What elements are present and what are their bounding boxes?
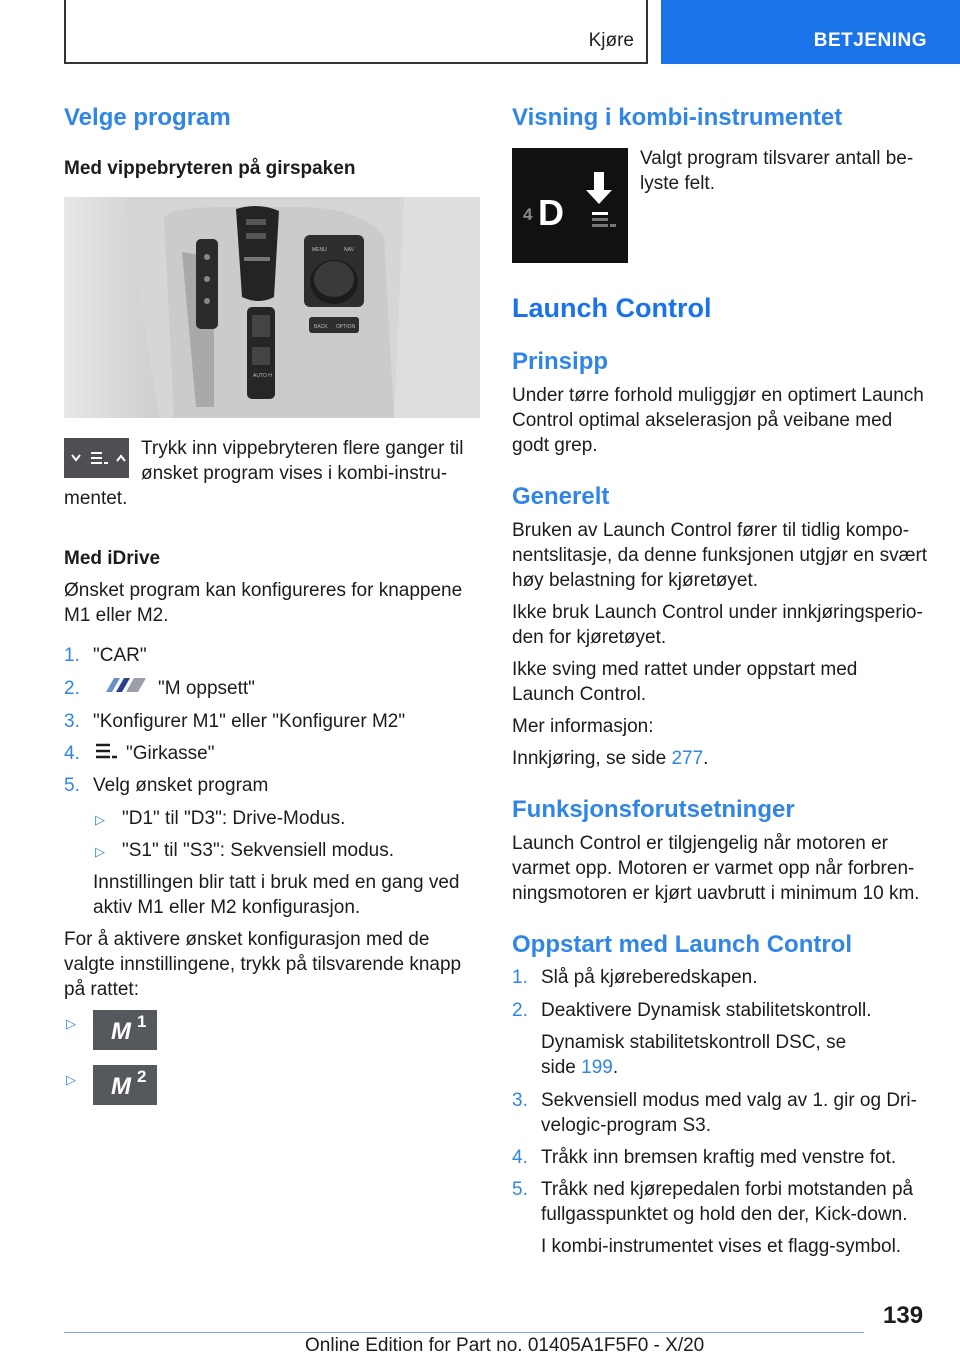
prinsipp-line1: Under tørre forhold muliggjør en optimert Launch [512, 385, 924, 406]
footer-divider [64, 1332, 864, 1333]
rocker-text-line1: Trykk inn vippebryteren flere ganger til [141, 438, 464, 459]
funk-line1: Launch Control er tilgjengelig når motoren er [512, 833, 888, 854]
step-number: 1. [512, 967, 528, 988]
gearbox-icon [93, 741, 119, 768]
generelt-line2: nentslitasje, da denne funksjonen utgjør en svært [512, 545, 928, 566]
bullet-text: "S1" til "S3": Sekvensiell modus. [122, 840, 394, 861]
m-stripes-icon [100, 676, 148, 699]
prinsipp-line2: Control optimal akselerasjon på veibane med [512, 410, 893, 431]
step-number: 2. [64, 678, 80, 699]
prinsipp-line3: godt grep. [512, 435, 598, 456]
step2-sub-line2 [541, 1055, 618, 1080]
bullet-marker: ▷ [95, 844, 105, 859]
note-line2: aktiv M1 eller M2 konfigurasjon. [93, 897, 361, 918]
note-line1: Innstillingen blir tatt i bruk med en gang ved [93, 872, 460, 893]
activate-line3: på rattet: [64, 979, 139, 1000]
photo-label-nav: NAV [344, 247, 354, 253]
heading-funksjonsforutsetninger: Funksjonsforutsetninger [512, 796, 795, 823]
step2-sub-line1: Dynamisk stabilitetskontroll DSC, se [541, 1032, 847, 1053]
step-number: 5. [64, 775, 80, 796]
photo-label-auto: AUTO H [253, 373, 272, 379]
photo-label-menu: MENU [312, 247, 327, 253]
footer-edition: Online Edition for Part no. 01405A1F5F0 - X/20 [305, 1335, 705, 1356]
bullet-marker: ▷ [66, 1016, 76, 1031]
period: . [703, 748, 709, 769]
photo-label-option: OPTION [336, 324, 356, 330]
rocker-text-line2: ønsket program vises i kombi-instru- [141, 463, 448, 484]
activate-line2: valgte innstillingene, trykk på tilsvarende knapp [64, 954, 462, 975]
m2-letter: M [111, 1073, 131, 1100]
step-text: Slå på kjøreberedskapen. [541, 967, 758, 988]
display-prefix: 4 [523, 205, 533, 224]
header-chapter-box [64, 0, 648, 64]
step-number: 5. [512, 1179, 528, 1200]
generelt-line3: høy belastning for kjøretøyet. [512, 570, 759, 591]
innkjoring-text: Innkjøring, se side [512, 748, 672, 769]
photo-label-back: BACK [314, 324, 328, 330]
step-text: "M oppsett" [158, 678, 255, 699]
rocker-switch-icon [64, 438, 129, 478]
bullet-marker: ▷ [95, 812, 105, 827]
page-link-277[interactable]: 277 [671, 748, 704, 769]
step-text: "CAR" [93, 645, 147, 666]
heading-prinsipp: Prinsipp [512, 348, 609, 375]
idrive-text-line2: M1 eller M2. [64, 605, 169, 626]
generelt-line1: Bruken av Launch Control fører til tidlig kompo- [512, 520, 910, 541]
step-text: "Konfigurer M1" eller "Konfigurer M2" [93, 711, 406, 732]
subheading-vippebryter: Med vippebryteren på girspaken [64, 158, 356, 179]
generelt-line4: Ikke bruk Launch Control under innkjøringsperio- [512, 602, 923, 623]
header-section: BETJENING [813, 30, 927, 51]
m1-button-icon [93, 1010, 157, 1050]
funk-line3: ningsmotoren er kjørt uavbrutt i minimum 10 km. [512, 883, 920, 904]
heading-oppstart: Oppstart med Launch Control [512, 931, 853, 958]
step-text: "Girkasse" [126, 743, 215, 764]
m1-sup: 1 [137, 1012, 147, 1031]
rocker-text-line3: mentet. [64, 488, 128, 509]
step-text: Deaktivere Dynamisk stabilitetskontroll. [541, 1000, 872, 1021]
display-text-line2: lyste felt. [640, 173, 715, 194]
step-text: Tråkk inn bremsen kraftig med venstre fot. [541, 1147, 897, 1168]
drive-mode-display-icon [512, 148, 628, 263]
generelt-line9 [512, 746, 708, 771]
step-number: 3. [512, 1090, 528, 1111]
header-chapter: Kjøre [588, 30, 634, 51]
step-text: Sekvensiell modus med valg av 1. gir og Dri- [541, 1090, 917, 1111]
heading-velge-program: Velge program [64, 104, 231, 131]
gear-lever-photo [64, 197, 480, 418]
m2-button-icon [93, 1065, 157, 1105]
side-text: side [541, 1057, 582, 1078]
generelt-line6: Ikke sving med rattet under oppstart med [512, 659, 858, 680]
page-number: 139 [883, 1302, 924, 1329]
step-text: Tråkk ned kjørepedalen forbi motstanden på [541, 1179, 914, 1200]
step-text: Velg ønsket program [93, 775, 269, 796]
period: . [612, 1057, 619, 1078]
activate-line1: For å aktivere ønsket konfigurasjon med de [64, 929, 430, 950]
heading-launch-control: Launch Control [512, 293, 712, 323]
heading-visning: Visning i kombi-instrumentet [512, 104, 843, 131]
display-text-line1: Valgt program tilsvarer antall be- [640, 148, 914, 169]
idrive-text-line1: Ønsket program kan konfigureres for knappene [64, 580, 463, 601]
step-number: 1. [64, 645, 80, 666]
step3-continuation: velogic-program S3. [541, 1115, 712, 1136]
step-number: 3. [64, 711, 80, 732]
generelt-line7: Launch Control. [512, 684, 647, 705]
step5-continuation: fullgasspunktet og hold den der, Kick-down. [541, 1204, 908, 1225]
generelt-line8: Mer informasjon: [512, 716, 654, 737]
step-number: 4. [64, 743, 80, 764]
step5-note: I kombi-instrumentet vises et flagg-symbol. [541, 1236, 902, 1257]
bullet-marker: ▷ [66, 1072, 76, 1087]
header-section-box [661, 0, 960, 64]
generelt-line5: den for kjøretøyet. [512, 627, 667, 648]
display-letter: D [538, 192, 564, 233]
subheading-idrive: Med iDrive [64, 548, 161, 569]
m1-letter: M [111, 1018, 131, 1045]
heading-generelt: Generelt [512, 483, 610, 510]
step-number: 4. [512, 1147, 528, 1168]
step-number: 2. [512, 1000, 528, 1021]
bullet-text: "D1" til "D3": Drive-Modus. [122, 808, 346, 829]
funk-line2: varmet opp. Motoren er varmet opp når forbren- [512, 858, 915, 879]
page-link-199[interactable]: 199 [581, 1057, 613, 1078]
m2-sup: 2 [137, 1067, 147, 1086]
